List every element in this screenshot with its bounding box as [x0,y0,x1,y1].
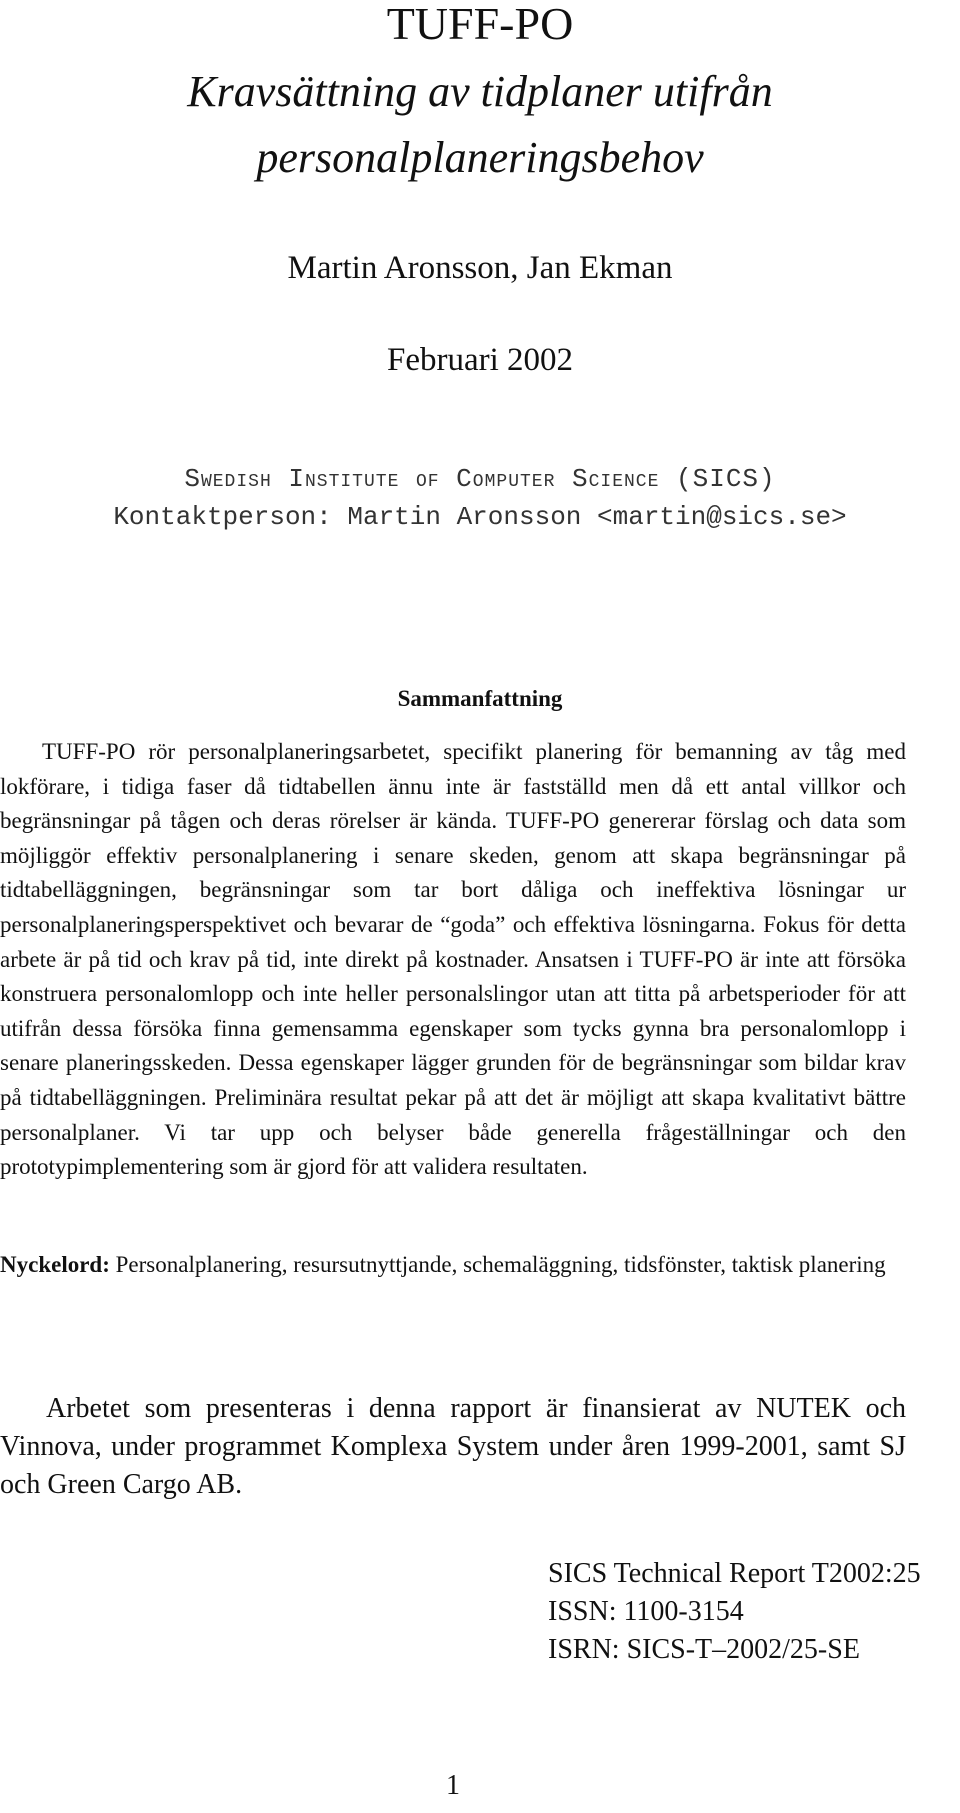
report-number: SICS Technical Report T2002:25 [548,1558,921,1589]
abstract-heading: Sammanfattning [397,686,563,711]
contact-person: Kontaktperson: Martin Aronsson <martin@sics.se> [113,502,847,532]
institute-name: Swedish Institute of Computer Science (SICS) [184,464,776,494]
publication-date: Februari 2002 [386,342,574,378]
document-title: TUFF-PO [386,0,574,49]
funding-paragraph: Arbetet som presenteras i denna rapport är finansierat av NUTEK och Vinnova, under programmet Komplexa System under åren 1999-2001, samt SJ och Green Cargo AB. [0,1393,906,1500]
document-subtitle-line-2: personalplaneringsbehov [256,133,704,182]
authors: Martin Aronsson, Jan Ekman [287,250,673,286]
document-subtitle-line-1: Kravsättning av tidplaner utifrån [187,67,773,116]
keywords-value: Personalplanering, resursutnyttjande, schemaläggning, tidsfönster, taktisk planering [115,1252,886,1277]
report-info [548,1555,921,1669]
report-isrn: ISRN: SICS-T–2002/25-SE [548,1634,860,1665]
keywords-label: Nyckelord: [0,1252,110,1277]
funding-statement [0,1390,906,1504]
report-issn: ISSN: 1100-3154 [548,1596,744,1627]
abstract-paragraph: TUFF-PO rör personalplaneringsarbetet, specifikt planering för bemanning av tåg med lokförare, i tidiga faser då tidtabellen ännu inte är fastställd men då ett antal villkor och begränsningar på tågen och deras rörelser är kända. TUFF-PO genererar förslag och data som möjliggör effektiv personalplanering i senare skeden, genom att skapa begränsningar på tidtabelläggningen, begränsningar som tar bort dåliga och ineffektiva lösningar ur personalplaneringsperspektivet och bevarar de “goda” och effektiva lösningarna. Fokus för detta arbete är på tid och krav på tid, inte direkt på kostnader. Ansatsen i TUFF-PO är inte att försöka konstruera personalomlopp och inte heller personalslingor utan att titta på arbetsperioder för att utifrån dessa försöka finna gemensamma egenskaper som tycks gynna bra personalomlopp i senare planeringsskeden. Dessa egenskaper lägger grunden för de begränsningar som bildar krav på tidtabelläggningen. Preliminära resultat pekar på att det är möjligt att skapa kvalitativt bättre personalplaner. Vi tar upp och belyser både generella frågeställningar och den prototypimplementering som är gjord för att validera resultaten. [0,739,906,1180]
abstract-body [0,735,906,1185]
keywords [0,1248,906,1282]
page-number: 1 [446,1770,460,1801]
